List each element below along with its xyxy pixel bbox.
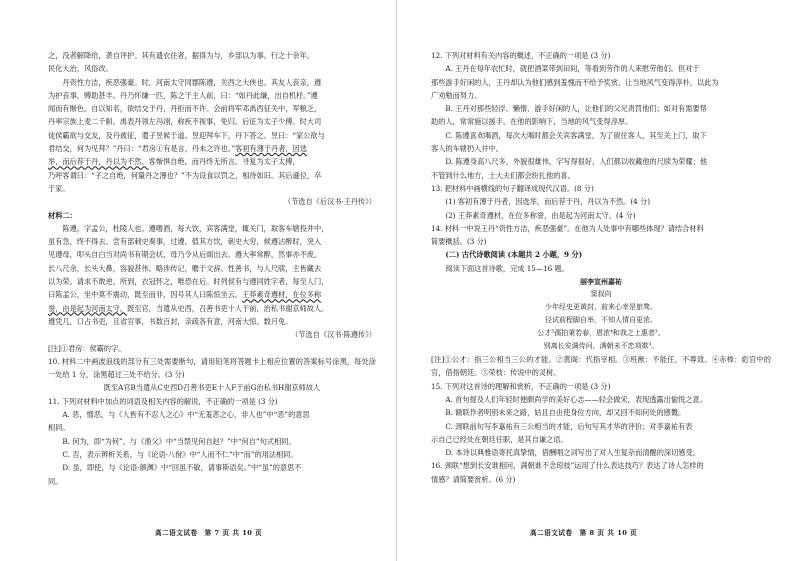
passage-line bbox=[48, 302, 376, 315]
page-8 bbox=[397, 0, 794, 561]
passage-line bbox=[48, 89, 376, 102]
passage-text: 遵凭几，口占书吏，且省官事，书数百封，亲疏各有意，河南大惊。数月免。 bbox=[48, 316, 293, 326]
poem-line: 少年经史更黄封，前来心幸是旅骛。 bbox=[545, 303, 657, 312]
passage-text: 于家。 bbox=[48, 183, 70, 193]
passage-line bbox=[48, 76, 376, 89]
poem-notes: [注]①公才：指三公相当三公的才能。②黄阁：代指宰相。③班猷：不能任，不尊致。④赤棒：彪官中的官，借指朝廷。⑤荣枝：传说中的灵树。 bbox=[431, 355, 771, 378]
passage-text: 乃呼客谓曰：“子之自绝，何量丹之薄也？”不为设食以罚之，相待如旧。其后遜位，卒 bbox=[48, 170, 322, 180]
passage-text: 之，没者解降给，袭自评护。其有遗衣往者，据得为与，乡部以为事。行之十余年， bbox=[48, 51, 314, 60]
passage-line bbox=[48, 169, 376, 182]
section-heading: (二) 古代诗歌阅读 (本题共 2 小题，9 分) bbox=[445, 250, 583, 260]
question-10: 10. 材料二中画波浪线的部分有三处需要断句，请用铅笔将答题卡上相应位置的答案标号涂黑，每处涂一处给 1 分，涂黑超过三处不给分。(3 分) bbox=[48, 356, 376, 380]
question-14-cont: 简要概括。(3 分) bbox=[431, 237, 487, 247]
passage-text: 丹资性方洁，疾恶强豪。时，河南太守同郡陈遵，关西之大侠也。其友人丧亲，遵 bbox=[62, 77, 322, 87]
question-13-part-1: (1) 客初有薄于丹者，因选举，而后荐于丹，丹以为不然。(4 分) bbox=[445, 197, 651, 207]
question-12-line-9: 不管到什么地方，士大夫们都会纷扎他的喜。 bbox=[431, 170, 575, 180]
passage-line bbox=[48, 288, 376, 301]
passage-line bbox=[48, 102, 376, 115]
poem-title: 丽李宣州嘉祐 bbox=[580, 277, 622, 287]
poem-line: 别离长安调侍问，满朝未不恋项欺³。 bbox=[543, 342, 659, 351]
poem-intro: 阅读下面这首诗歌，完成 15—16 题。 bbox=[445, 263, 569, 273]
question-13-part-2: (2) 王莽素奇遵材，在位多称誉，由是起为河南太守。(4 分) bbox=[445, 210, 636, 220]
poem-line: 径试前程脚自举，不知人情自更浓。 bbox=[545, 316, 657, 325]
passage-line bbox=[48, 49, 376, 62]
question-11-option-d: D. 虽，即使，与《论语·颜渊》中“回虽不敏，请事斯语矣。”中“虽”的意思不 bbox=[62, 463, 302, 473]
passage-line bbox=[48, 182, 376, 195]
wavy-underlined-text: 举，而后荐于丹，丹以为不然。 bbox=[48, 157, 149, 167]
passage-text: 为护丧事，赙助甚丰。丹乃怀缣一匹，陈之于主人前，曰：“如丹此缣，出自机杼。”遵 bbox=[48, 90, 318, 100]
passage-line bbox=[48, 315, 376, 328]
question-12-line-1: A. 王丹在每年农忙时，就把酒菜带到田间，等看到劳作的人来慰劳他们。但对于 bbox=[445, 64, 700, 74]
question-12-line-3: 广劝勉而努力。 bbox=[431, 90, 482, 100]
question-11-option-d-cont: 同。 bbox=[48, 476, 63, 486]
question-15-option-c-cont: 示自己已经处在朝廷任职，是其自谦之语。 bbox=[431, 434, 568, 444]
passage-text: 丹率宗族上麦二千斛。禹表丹领左冯翊，称疾不视事，免归。后征为太子少傅。时大司 bbox=[48, 117, 322, 127]
question-11: 11. 下列对材料中加点的词语及相关内容的解说，不正确的一项是 (3 分) bbox=[48, 396, 278, 406]
question-12-line-7: 客人的车辖扔入井中。 bbox=[431, 144, 503, 154]
page-7-footer: 高二语文试卷 第 7 页 共 10 页 bbox=[155, 529, 263, 537]
passage-line bbox=[48, 222, 376, 235]
question-12-line-5: 助的人，常常施以援手，在他的影响下，当地的风气变得淳厚。 bbox=[431, 117, 633, 127]
question-11-option-a-cont: 相同。 bbox=[48, 423, 70, 433]
question-12: 12. 下列对材料有关内容的概述，不正确的一项是 (3 分) bbox=[431, 51, 611, 60]
passage-line bbox=[48, 248, 376, 261]
poem-line: 公才³孺拍秉若春，恩浓⁴和我之上惠者³。 bbox=[537, 329, 665, 338]
material1-text bbox=[48, 49, 376, 195]
question-14: 14. 材料一中说王丹“资性方洁，疾恶强豪”。在他为人处事中有哪些体现？请结合材料 bbox=[431, 223, 704, 233]
question-16-cont: 情感？请简要赏析。(6 分) bbox=[431, 474, 516, 484]
source-note-2: （节选自《汉书·陈遵传》） bbox=[291, 330, 376, 340]
question-13: 13. 把材料中画横线的句子翻译成现代汉语。(8 分) bbox=[431, 183, 594, 193]
question-11-option-a: A. 恶，憎恶，与《人皆有不忍人之心》中“无羞恶之心，非人也”中“恶”的意思 bbox=[62, 410, 310, 420]
question-12-line-2: 那些游手好闲的人，王丹却认为他们感到羞愧而不给予奖赏，让当地风气变得淳朴，以此为 bbox=[431, 77, 719, 87]
question-11-option-b: B. 何为，即“为何”，与《渔父》中“当禁见何自赵？”中“何自”句式相同。 bbox=[62, 436, 296, 446]
passage-text: 君结交，何为见拜？”丹曰：“君房①有是言，丹未之许也。” bbox=[48, 144, 236, 154]
question-15-option-b: B. 额联作者明别未来之路，姑且自由使身位方向，却又回不知何处的感慨。 bbox=[445, 408, 686, 418]
passage-line bbox=[48, 129, 376, 142]
passage-text: 闻而有惭色。自以知名，欲结交于丹，丹拒而不许。会前将军邓禹西征关中，军粮乏， bbox=[48, 104, 322, 114]
material2-text bbox=[48, 222, 376, 328]
page-8-body bbox=[431, 49, 771, 486]
passage-text: 陈遵，字孟公，杜陵人也。遵嗜酒，每大饮，宾客满堂，辄关门，取客车辖投井中， bbox=[62, 223, 329, 233]
question-16: 16. 颈联“想到长安谁相问，满朝谁不念琼枝”运用了什么表达技巧？表达了诗人怎样的 bbox=[431, 461, 704, 471]
page-7-body bbox=[48, 49, 376, 488]
page-8-footer: 高二语文试卷 第 8 页 共 10 页 bbox=[530, 529, 638, 537]
question-11-option-c: C. 否，表示辨析关系，与《论语·八佾》中“人而不仁”中“而”的用法相同。 bbox=[62, 449, 298, 459]
question-12-line-6: C. 陈遵喜欢喝酒，每次大喝时都会关宾客满堂，为了留住客人，其至关上门，取下 bbox=[445, 130, 707, 140]
question-10-sentence: 既至A官B当遣从C史西D召善书吏E十人F于前G治私书H谢京师故人 bbox=[103, 383, 321, 393]
wavy-underlined-text: 客初有薄于丹者，因选 bbox=[235, 144, 308, 154]
question-12-line-8: D. 陈遵身高八尺多，外貌很雄伟，字写得很好，人们都以收藏他的尺牍为荣耀；他 bbox=[445, 157, 708, 167]
passage-line bbox=[48, 262, 376, 275]
passage-line bbox=[48, 235, 376, 248]
poem-author: 窦叔向 bbox=[590, 290, 612, 299]
passage-text: 见遵母，叩头自白当对尚书有期会状，母乃令从后阁出去。遵大率常醉，然事亦不废。 bbox=[48, 250, 322, 260]
passage-text: 徒侯霸欲与交友，及丹被征，遣子昱候于道。昱迎拜车下，丹下答之。昱曰：“家公欲与 bbox=[48, 130, 325, 140]
wavy-underlined-text: 王莽素奇遵材，在位多称 bbox=[242, 290, 322, 300]
passage-text: 虽有急，终不得去。尝有部刺史奏事，过遵，值其方饮，刺史大穷，候遵沾醉时，突入 bbox=[48, 237, 322, 247]
passage-text: 以为荣。请求不敢逆，所到，衣冠怀之，唯恐在后。时列侯有与遵同姓字者，每至人门， bbox=[48, 277, 329, 287]
passage-text: 既至官，当遣从史西，召善书吏十人于前，治私书谢京师故人。 bbox=[127, 303, 329, 313]
question-12-line-4: B. 王丹对那些轻浮、懒惰、游手好闲的人，让他们的父兄责罚他们；如对有需要帮 bbox=[445, 104, 707, 114]
passage-line bbox=[48, 275, 376, 288]
annotation-note: [注]①君房：侯霸的字。 bbox=[48, 343, 126, 353]
wavy-underlined-text: 誉，由是起为河南太守。 bbox=[48, 303, 128, 313]
passage-line bbox=[48, 62, 376, 75]
passage-text: 曰陈孟公，坐中莫不震动，既至而非，因号其人曰陈惊坐云。 bbox=[48, 290, 243, 300]
passage-line bbox=[48, 115, 376, 128]
question-15-option-a: A. 首句提及人们年轻时便颇尚学的美好心志——轻会做宋，表现透露出愉悦之意。 bbox=[445, 394, 707, 404]
question-15: 15. 下列对这首诗的理解和赏析，不正确的一项是 (3 分) bbox=[431, 381, 611, 391]
passage-text: 民化大治，风俗改。 bbox=[48, 64, 113, 74]
question-15-option-c: C. 颈联前句写李嘉祐有三公相当的才能，后句写其才华的评价；对李嘉祐有表 bbox=[445, 421, 693, 431]
passage-text: 客惭惧自绝，而丹终无所言。寻复为太子太傅， bbox=[148, 157, 300, 167]
passage-text: 长八尺余，长头大鼻，容貌甚伟。略涉传记，赡于文辞。性善书，与人尺牍，主皆藏去 bbox=[48, 263, 322, 273]
passage-line bbox=[48, 155, 376, 168]
poem-block bbox=[431, 275, 771, 353]
source-note-1: （节选自《后汉书·王丹传》） bbox=[283, 197, 376, 207]
passage-line bbox=[48, 142, 376, 155]
material2-label: 材料二： bbox=[48, 210, 77, 220]
question-15-option-d: D. 本诗以典雅语寄托真挚情，借酬唱之词写出了对人生复杂而清醒的深切感受。 bbox=[445, 448, 700, 458]
